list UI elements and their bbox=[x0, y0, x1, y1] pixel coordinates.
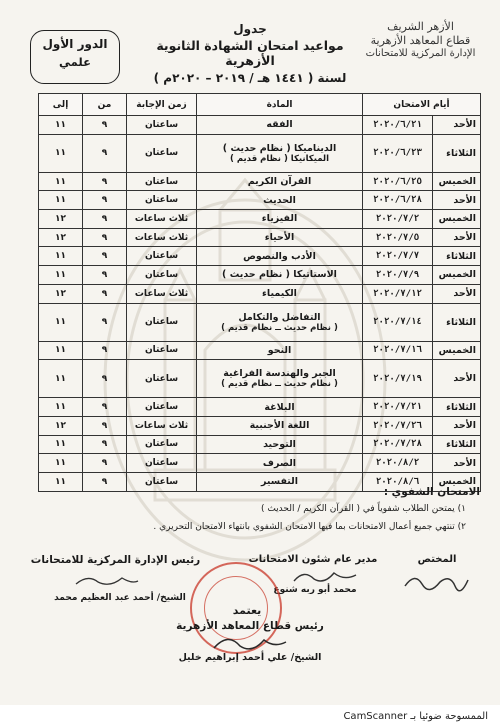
subject-name: الحديث bbox=[263, 194, 296, 206]
subject-cell bbox=[197, 116, 363, 135]
central-admin-signature-icon bbox=[72, 572, 142, 590]
duration-cell: ساعتان bbox=[127, 116, 197, 135]
title-line-3: لسنة ( ١٤٤١ هـ / ٢٠١٩ – ٢٠٢٠م ) bbox=[153, 71, 347, 85]
duration-cell: ثلاث ساعات bbox=[127, 416, 197, 435]
subject-name: الديناميكا ( نظام حديث ) bbox=[222, 142, 337, 154]
to-cell: ١١ bbox=[39, 454, 83, 473]
subject-name: الصرف bbox=[262, 457, 297, 469]
col-header-from: من bbox=[83, 94, 127, 116]
date-cell: ٢٠٢٠/٧/٧ bbox=[363, 247, 433, 266]
director-name: محمد أبو ربه شنوع bbox=[273, 585, 357, 595]
day-cell: الخميس bbox=[433, 210, 481, 229]
table-row bbox=[39, 172, 481, 191]
table-row bbox=[39, 247, 481, 266]
from-cell: ٩ bbox=[83, 247, 127, 266]
day-cell: الخميس bbox=[433, 341, 481, 360]
date-cell: ٢٠٢٠/٧/١٩ bbox=[363, 360, 433, 398]
duration-cell: ساعتان bbox=[127, 435, 197, 454]
to-cell: ١١ bbox=[39, 472, 83, 491]
col-header-days: أيام الامتحان bbox=[363, 94, 481, 116]
table-row bbox=[39, 435, 481, 454]
day-cell: الثلاثاء bbox=[433, 303, 481, 341]
subject-cell bbox=[197, 172, 363, 191]
oral-exam-note-2: ٢) تنتهي جميع أعمال الامتحانات بما فيها الامتحان الشفوي بانتهاء الامتحان التحريري . bbox=[153, 522, 466, 532]
subject-cell bbox=[197, 454, 363, 473]
central-admin-title: رئيس الإدارة المركزية للامتحانات bbox=[30, 554, 201, 566]
subject-cell bbox=[197, 134, 363, 172]
duration-cell: ساعتان bbox=[127, 172, 197, 191]
from-cell: ٩ bbox=[83, 228, 127, 247]
central-admin-name: الشيخ/ أحمد عبد العظيم محمد bbox=[54, 593, 186, 603]
exam-section: علمي bbox=[59, 55, 91, 69]
approval-label: يعتمد bbox=[232, 604, 262, 617]
from-cell: ٩ bbox=[83, 116, 127, 135]
table-row bbox=[39, 191, 481, 210]
day-cell: الخميس bbox=[433, 266, 481, 285]
institution-header bbox=[353, 20, 488, 60]
to-cell: ١١ bbox=[39, 398, 83, 417]
to-cell: ١٢ bbox=[39, 284, 83, 303]
day-cell: الأحد bbox=[433, 228, 481, 247]
from-cell: ٩ bbox=[83, 303, 127, 341]
to-cell: ١١ bbox=[39, 341, 83, 360]
day-cell: الأحد bbox=[433, 116, 481, 135]
to-cell: ١١ bbox=[39, 360, 83, 398]
from-cell: ٩ bbox=[83, 210, 127, 229]
table-row bbox=[39, 360, 481, 398]
subject-system-note: ( نظام حديث ــ نظام قديم ) bbox=[221, 322, 338, 333]
subject-cell bbox=[197, 247, 363, 266]
day-cell: الأحد bbox=[433, 191, 481, 210]
subject-cell bbox=[197, 266, 363, 285]
day-cell: الأحد bbox=[433, 416, 481, 435]
to-cell: ١١ bbox=[39, 435, 83, 454]
subject-cell bbox=[197, 191, 363, 210]
subject-cell bbox=[197, 228, 363, 247]
date-cell: ٢٠٢٠/٨/٦ bbox=[363, 472, 433, 491]
from-cell: ٩ bbox=[83, 284, 127, 303]
from-cell: ٩ bbox=[83, 360, 127, 398]
date-cell: ٢٠٢٠/٧/١٤ bbox=[363, 303, 433, 341]
col-header-to: إلى bbox=[39, 94, 83, 116]
exam-round-box bbox=[30, 30, 120, 84]
duration-cell: ثلاث ساعات bbox=[127, 210, 197, 229]
from-cell: ٩ bbox=[83, 416, 127, 435]
col-header-subject: المادة bbox=[197, 94, 363, 116]
subject-system-note: الميكانيكا ( نظام قديم ) bbox=[229, 153, 330, 164]
sector-head-title: رئيس قطاع المعاهد الأزهرية bbox=[176, 620, 324, 632]
duration-cell: ساعتان bbox=[127, 303, 197, 341]
from-cell: ٩ bbox=[83, 472, 127, 491]
subject-cell bbox=[197, 303, 363, 341]
specialist-signature-icon bbox=[400, 568, 470, 594]
day-cell: الأحد bbox=[433, 360, 481, 398]
from-cell: ٩ bbox=[83, 435, 127, 454]
subject-system-note: ( نظام حديث ــ نظام قديم ) bbox=[221, 379, 338, 390]
subject-name: الاستاتيكا ( نظام حديث ) bbox=[222, 269, 337, 281]
duration-cell: ساعتان bbox=[127, 266, 197, 285]
subject-name: اللغة الأجنبية bbox=[249, 420, 310, 432]
from-cell: ٩ bbox=[83, 266, 127, 285]
table-row bbox=[39, 416, 481, 435]
day-cell: الأحد bbox=[433, 284, 481, 303]
director-signature-icon bbox=[290, 567, 360, 587]
to-cell: ١١ bbox=[39, 247, 83, 266]
day-cell: الأحد bbox=[433, 454, 481, 473]
scanner-watermark-text: الممسوحة ضوئيا بـ CamScanner bbox=[343, 711, 488, 722]
day-cell: الخميس bbox=[433, 472, 481, 491]
title-line-2: مواعيد امتحان الشهادة الثانوية الأزهرية bbox=[156, 38, 344, 68]
sector-head-name: الشيخ/ علي أحمد إبراهيم خليل bbox=[178, 652, 322, 663]
duration-cell: ساعتان bbox=[127, 360, 197, 398]
table-row bbox=[39, 284, 481, 303]
duration-cell: ساعتان bbox=[127, 341, 197, 360]
subject-name: البلاغة bbox=[264, 401, 295, 413]
oral-exam-section bbox=[20, 486, 480, 540]
from-cell: ٩ bbox=[83, 191, 127, 210]
subject-cell bbox=[197, 360, 363, 398]
duration-cell: ساعتان bbox=[127, 134, 197, 172]
title-line-1: جدول bbox=[233, 22, 267, 36]
duration-cell: ساعتان bbox=[127, 191, 197, 210]
subject-cell bbox=[197, 284, 363, 303]
table-row bbox=[39, 134, 481, 172]
subject-name: الفيزياء bbox=[261, 213, 298, 225]
subject-cell bbox=[197, 341, 363, 360]
date-cell: ٢٠٢٠/٧/٢ bbox=[363, 210, 433, 229]
from-cell: ٩ bbox=[83, 134, 127, 172]
subject-name: النحو bbox=[267, 344, 292, 356]
table-header-row bbox=[39, 94, 481, 116]
to-cell: ١٢ bbox=[39, 228, 83, 247]
document-title bbox=[135, 22, 365, 85]
duration-cell: ساعتان bbox=[127, 454, 197, 473]
exam-round: الدور الأول bbox=[42, 37, 108, 51]
subject-cell bbox=[197, 435, 363, 454]
subject-name: الكيمياء bbox=[262, 288, 297, 300]
subject-name: القرآن الكريم bbox=[247, 176, 312, 188]
subject-cell bbox=[197, 416, 363, 435]
subject-name: الجبر والهندسة الفراغية bbox=[223, 368, 336, 380]
day-cell: الثلاثاء bbox=[433, 134, 481, 172]
to-cell: ١١ bbox=[39, 266, 83, 285]
day-cell: الخميس bbox=[433, 172, 481, 191]
day-cell: الثلاثاء bbox=[433, 435, 481, 454]
date-cell: ٢٠٢٠/٦/٢٥ bbox=[363, 172, 433, 191]
table-row bbox=[39, 266, 481, 285]
subject-cell bbox=[197, 398, 363, 417]
table-row bbox=[39, 341, 481, 360]
to-cell: ١٢ bbox=[39, 416, 83, 435]
date-cell: ٢٠٢٠/٧/٥ bbox=[363, 228, 433, 247]
director-title: مدير عام شئون الامتحانات bbox=[248, 554, 378, 565]
date-cell: ٢٠٢٠/٧/٢٦ bbox=[363, 416, 433, 435]
day-cell: الثلاثاء bbox=[433, 398, 481, 417]
date-cell: ٢٠٢٠/٦/٢٣ bbox=[363, 134, 433, 172]
subject-name: التفاضل والتكامل bbox=[238, 311, 321, 323]
to-cell: ١١ bbox=[39, 116, 83, 135]
subject-name: التوحيد bbox=[263, 438, 296, 450]
date-cell: ٢٠٢٠/٧/١٦ bbox=[363, 341, 433, 360]
specialist-title: المختص bbox=[417, 554, 457, 565]
institution-line-2: قطاع المعاهد الأزهرية bbox=[370, 33, 471, 47]
date-cell: ٢٠٢٠/٧/٢١ bbox=[363, 398, 433, 417]
table-row bbox=[39, 228, 481, 247]
from-cell: ٩ bbox=[83, 172, 127, 191]
duration-cell: ساعتان bbox=[127, 472, 197, 491]
subject-name: الأحياء bbox=[264, 232, 295, 244]
date-cell: ٢٠٢٠/٧/١٢ bbox=[363, 284, 433, 303]
date-cell: ٢٠٢٠/٨/٢ bbox=[363, 454, 433, 473]
to-cell: ١١ bbox=[39, 303, 83, 341]
table-row bbox=[39, 454, 481, 473]
subject-name: التفسير bbox=[261, 476, 298, 488]
duration-cell: ساعتان bbox=[127, 247, 197, 266]
table-row bbox=[39, 303, 481, 341]
from-cell: ٩ bbox=[83, 398, 127, 417]
col-header-duration: زمن الإجابة bbox=[127, 94, 197, 116]
to-cell: ١٢ bbox=[39, 210, 83, 229]
exam-schedule-table bbox=[38, 93, 481, 492]
date-cell: ٢٠٢٠/٦/٢١ bbox=[363, 116, 433, 135]
institution-line-1: الأزهر الشريف bbox=[387, 20, 454, 33]
to-cell: ١١ bbox=[39, 191, 83, 210]
day-cell: الثلاثاء bbox=[433, 247, 481, 266]
to-cell: ١١ bbox=[39, 172, 83, 191]
oral-exam-title: الامتحان الشفوي : bbox=[383, 486, 480, 498]
table-body bbox=[39, 116, 481, 492]
date-cell: ٢٠٢٠/٦/٢٨ bbox=[363, 191, 433, 210]
from-cell: ٩ bbox=[83, 341, 127, 360]
duration-cell: ساعتان bbox=[127, 398, 197, 417]
table-row bbox=[39, 116, 481, 135]
duration-cell: ثلاث ساعات bbox=[127, 228, 197, 247]
table-row bbox=[39, 210, 481, 229]
date-cell: ٢٠٢٠/٧/٢٨ bbox=[363, 435, 433, 454]
subject-name: الفقه bbox=[266, 119, 293, 131]
subject-name: الأدب والنصوص bbox=[243, 250, 316, 262]
date-cell: ٢٠٢٠/٧/٩ bbox=[363, 266, 433, 285]
from-cell: ٩ bbox=[83, 454, 127, 473]
institution-line-3: الإدارة المركزية للامتحانات bbox=[365, 47, 476, 59]
oral-exam-note-1: ١) يمتحن الطلاب شفوياً في ( القرآن الكريم / الحديث ) bbox=[260, 504, 466, 514]
subject-cell bbox=[197, 210, 363, 229]
duration-cell: ثلاث ساعات bbox=[127, 284, 197, 303]
table-row bbox=[39, 398, 481, 417]
to-cell: ١١ bbox=[39, 134, 83, 172]
